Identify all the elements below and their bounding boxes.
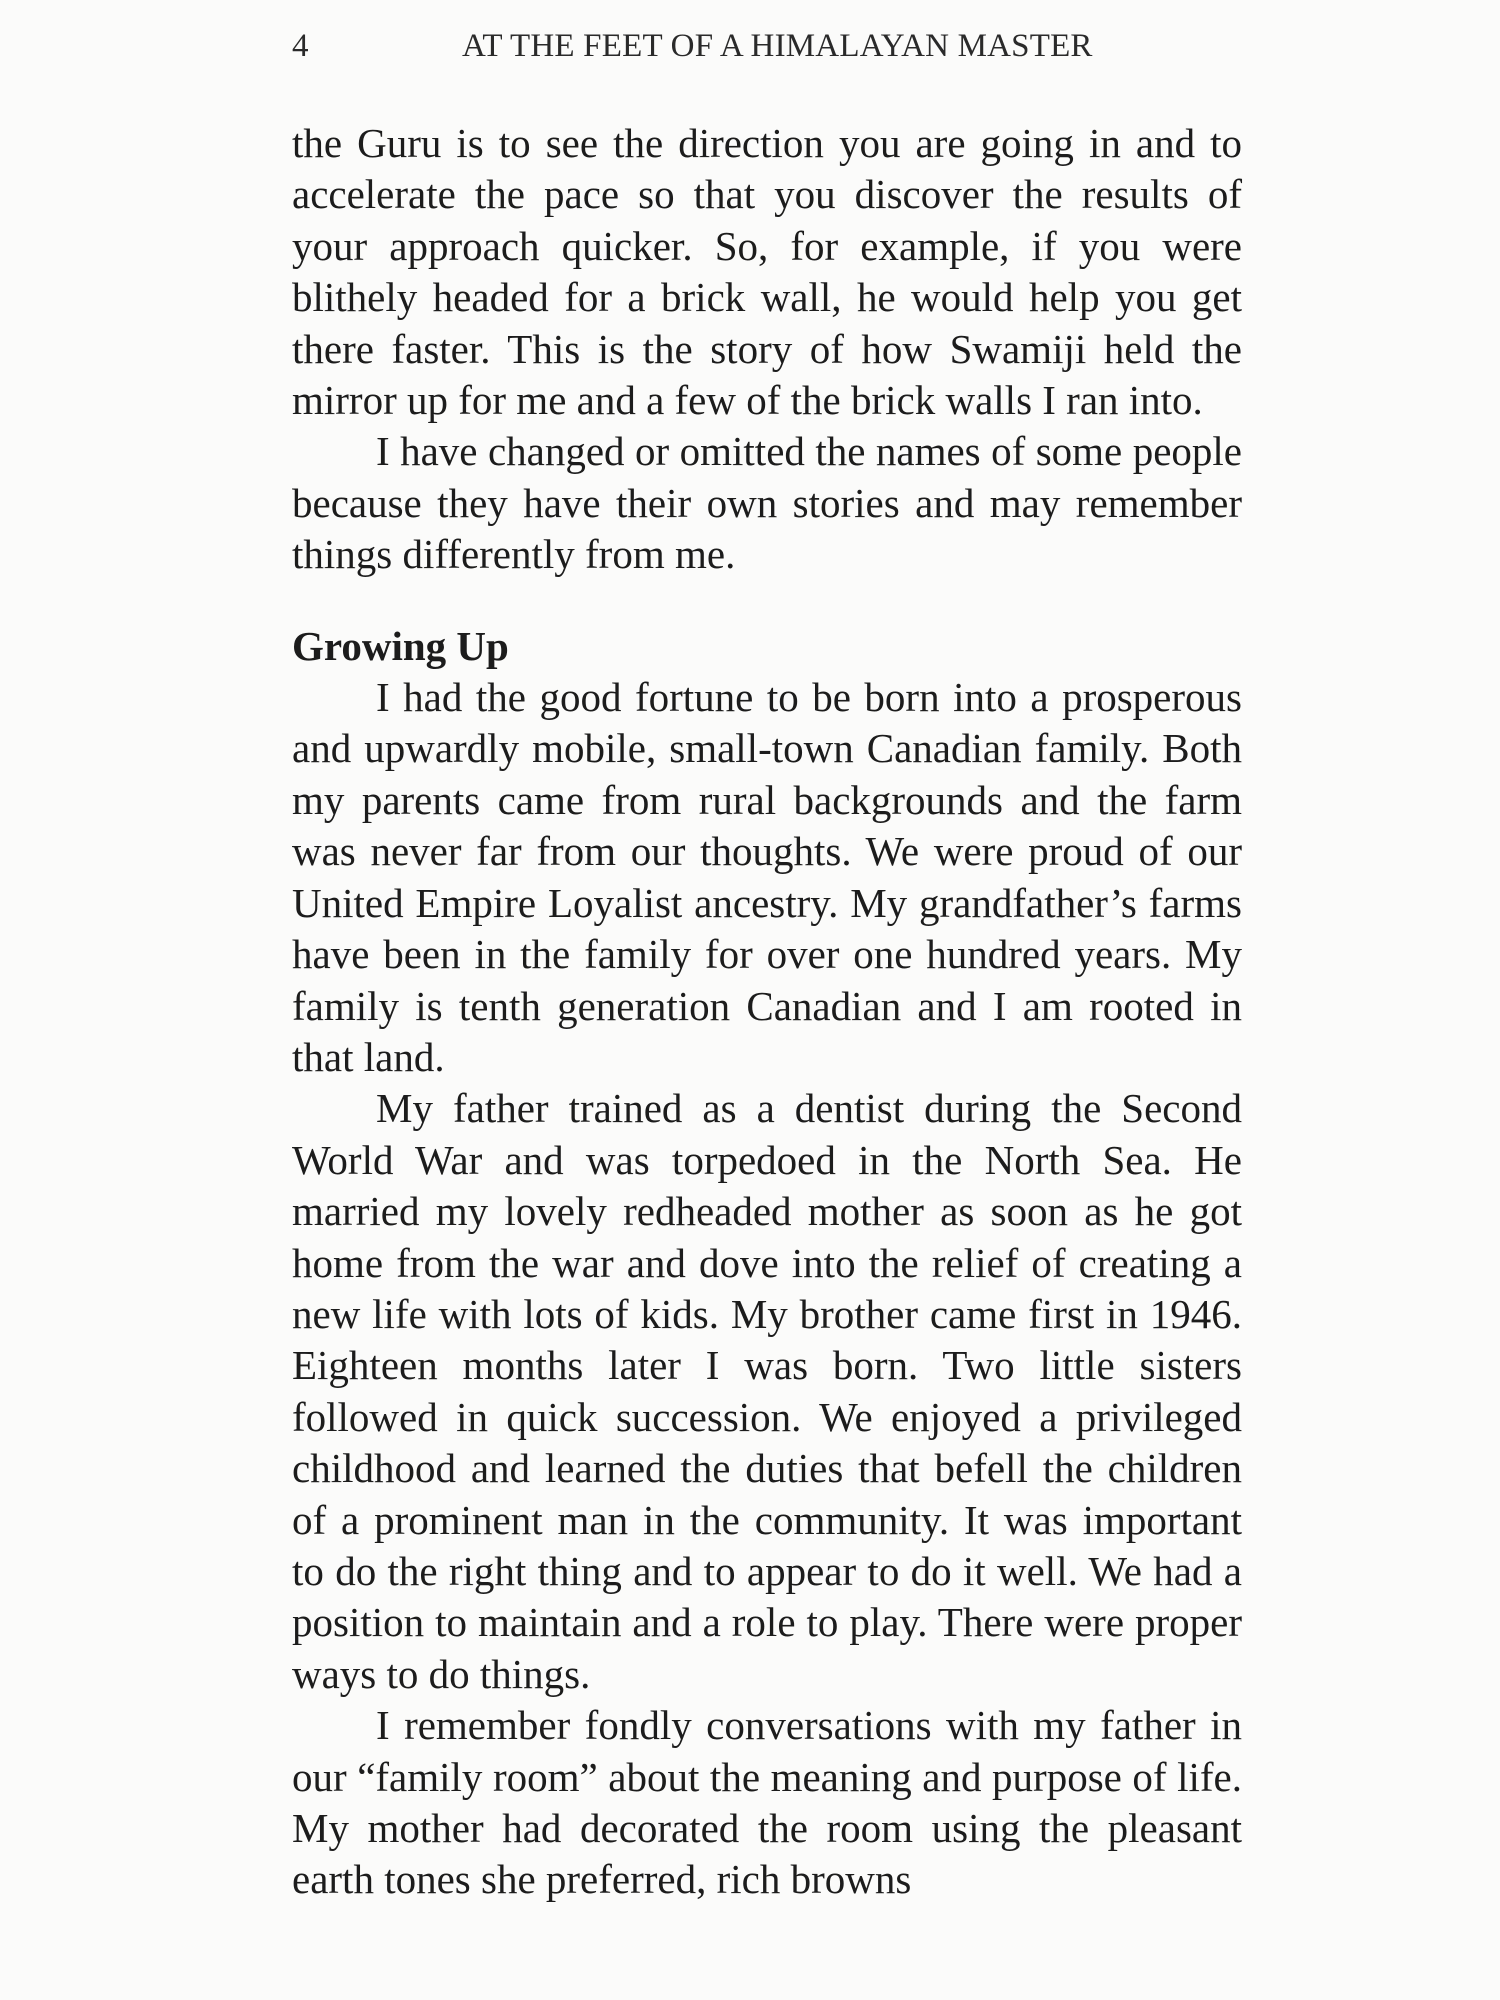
paragraph-father-dentist: My father trained as a dentist during the Second World War and was torpedoed in the North Sea. He married my lovely redheaded mother as soon as he got home from the war and dove into the relief of creating a new life with lots of kids. My brother came first in 1946. Eighteen months later I was born. Two little sisters followed in quick succession. We enjoyed a privileged childhood and learned the duties that befell the children of a prominent man in the community. It was important to do the right thing and to appear to do it well. We had a position to maintain and a role to play. There were proper ways to do things. [292,1085,1242,1697]
paragraph-guru-direction: the Guru is to see the direction you are going in and to accelerate the pace so that you discover the results of your approach quicker. So, for example, if you were blithely headed for a brick wall, he would help you get there faster. This is the story of how Swamiji held the mirror up for me and a few of the brick walls I ran into. [292,120,1242,424]
page-number: 4 [292,28,309,64]
paragraph-family-room: I remember fondly conversations with my father in our “family room” about the meaning and purpose of life. My mother had decorated the room using the pleasant earth tones she preferred, rich browns [292,1702,1242,1903]
running-head [292,28,1242,68]
paragraph-names-changed: I have changed or omitted the names of some people because they have their own stories and may remember things differently from me. [292,428,1242,578]
paragraph-family-background: I had the good fortune to be born into a prosperous and upwardly mobile, small-town Canadian family. Both my parents came from rural backgrounds and the farm was never far from our thoughts. We were proud of our United Empire Loyalist ancestry. My grandfather’s farms have been in the family for over one hundred years. My family is tenth generation Canadian and I am rooted in that land. [292,674,1242,1080]
section-heading: Growing Up [292,622,509,669]
body-text [292,118,1242,1906]
running-title: AT THE FEET OF A HIMALAYAN MASTER [462,28,1093,64]
